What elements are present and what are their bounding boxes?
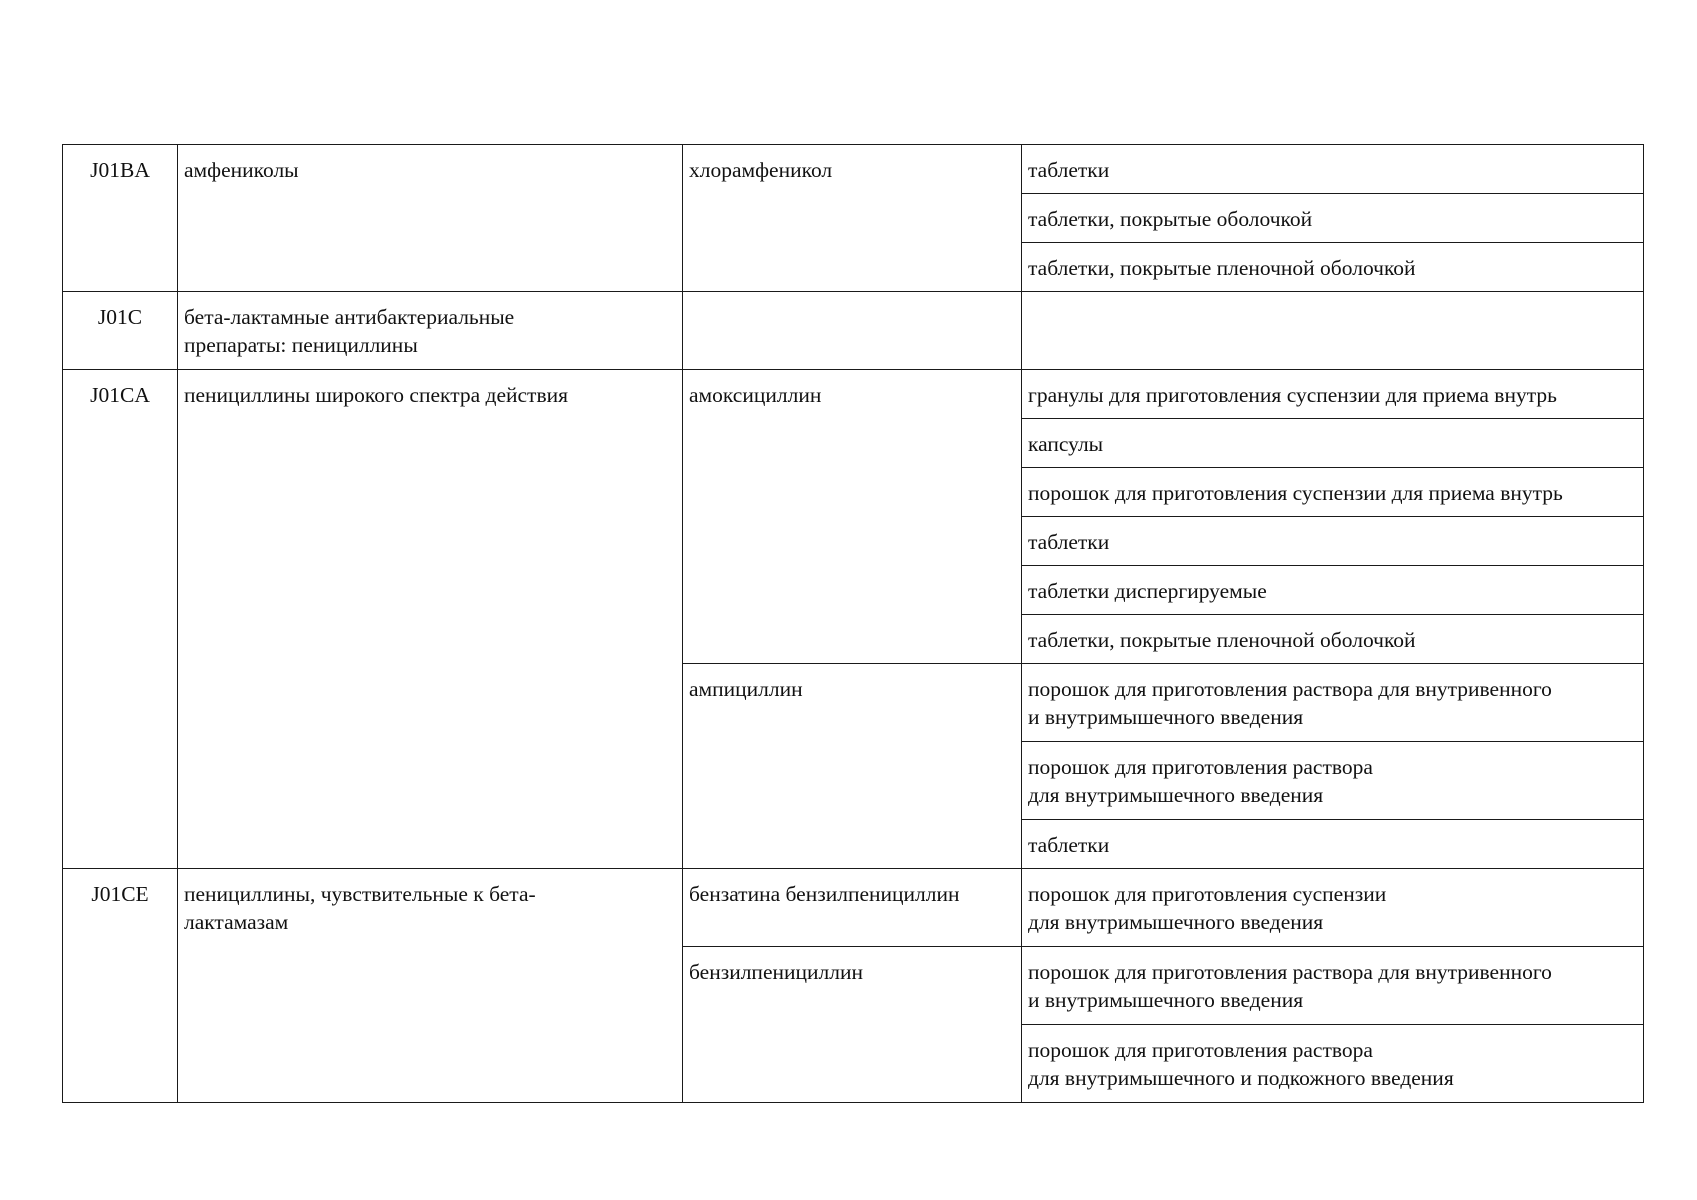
group-name-cell: амфениколы: [178, 145, 683, 292]
drug-name-cell: бензатина бензилпенициллин: [683, 869, 1022, 947]
drug-name-cell: хлорамфеникол: [683, 145, 1022, 292]
table-row: [63, 145, 1644, 194]
dosage-form-cell: порошок для приготовления раствора для внутримышечного введения: [1022, 742, 1644, 820]
dosage-form-cell: таблетки: [1022, 517, 1644, 566]
atc-code-cell: J01BA: [63, 145, 178, 292]
group-name-cell: пенициллины широкого спектра действия: [178, 370, 683, 869]
dosage-form-cell: порошок для приготовления суспензии для приема внутрь: [1022, 468, 1644, 517]
group-name-cell: пенициллины, чувствительные к бета- лактамазам: [178, 869, 683, 1103]
dosage-form-cell: [1022, 292, 1644, 370]
table-row: [63, 292, 1644, 370]
atc-code-cell: J01C: [63, 292, 178, 370]
atc-code-cell: J01CE: [63, 869, 178, 1103]
drug-table: [62, 144, 1644, 1103]
table-row: [63, 869, 1644, 947]
drug-name-cell: бензилпенициллин: [683, 947, 1022, 1103]
dosage-form-cell: порошок для приготовления суспензии для внутримышечного введения: [1022, 869, 1644, 947]
group-name-cell: бета-лактамные антибактериальные препараты: пенициллины: [178, 292, 683, 370]
dosage-form-cell: таблетки, покрытые оболочкой: [1022, 194, 1644, 243]
atc-code-cell: J01CA: [63, 370, 178, 869]
dosage-form-cell: таблетки диспергируемые: [1022, 566, 1644, 615]
dosage-form-cell: таблетки, покрытые пленочной оболочкой: [1022, 243, 1644, 292]
table-row: [63, 370, 1644, 419]
dosage-form-cell: таблетки: [1022, 145, 1644, 194]
dosage-form-cell: гранулы для приготовления суспензии для приема внутрь: [1022, 370, 1644, 419]
drug-name-cell: [683, 292, 1022, 370]
dosage-form-cell: порошок для приготовления раствора для внутримышечного и подкожного введения: [1022, 1025, 1644, 1103]
dosage-form-cell: капсулы: [1022, 419, 1644, 468]
dosage-form-cell: таблетки: [1022, 820, 1644, 869]
drug-name-cell: ампициллин: [683, 664, 1022, 869]
dosage-form-cell: порошок для приготовления раствора для внутривенного и внутримышечного введения: [1022, 947, 1644, 1025]
dosage-form-cell: таблетки, покрытые пленочной оболочкой: [1022, 615, 1644, 664]
dosage-form-cell: порошок для приготовления раствора для внутривенного и внутримышечного введения: [1022, 664, 1644, 742]
drug-name-cell: амоксициллин: [683, 370, 1022, 664]
